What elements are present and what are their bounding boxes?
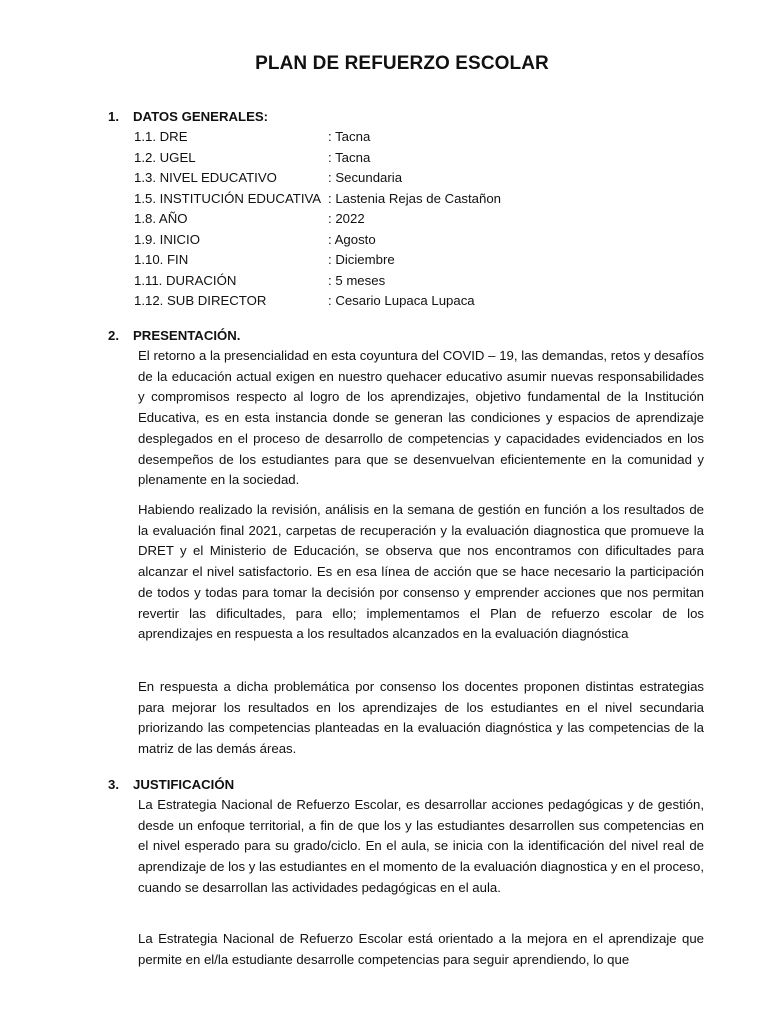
field-value: : 5 meses (328, 272, 386, 288)
document-title: PLAN DE REFUERZO ESCOLAR (255, 53, 549, 74)
field-value: : Secundaria (328, 170, 403, 185)
section-1-heading (108, 107, 268, 127)
body-paragraph: La Estrategia Nacional de Refuerzo Escolar, es desarrollar acciones pedagógicas y de gestión, desde un enfoque territorial, a fin de que los y las estudiantes desarrollen sus competencias en el nivel esperado para su grado/ciclo. En el aula, se inicia con la identificación del nivel real de aprendizaje de los y las estudiantes en el momento de la evaluación diagnostica y en el proceso, cuando se desarrollan las actividades pedagógicas en el aula. (138, 797, 704, 895)
body-paragraph: Habiendo realizado la revisión, análisis en la semana de gestión en función a los resultados de la evaluación final 2021, carpetas de recuperación y la evaluación diagnostica que promueve la DRET y el Ministerio de Educación, se observa que nos encontramos con dificultades para alcanzar el nivel satisfactorio. Es en esa línea de acción que se hace necesario la participación de todos y todas para tomar la decisión por consenso y emprender acciones que nos permitan revertir las dificultades, para ello; implementamos el Plan de refuerzo escolar de los aprendizajes en respuesta a los resultados alcanzados en la evaluación diagnóstica (138, 502, 704, 642)
field-value: : Tacna (328, 149, 371, 165)
field-value: : Tacna (328, 129, 371, 144)
field-value: : Diciembre (328, 252, 395, 267)
field-label: 1.11. DURACIÓN (134, 272, 237, 288)
field-label: 1.5. INSTITUCIÓN EDUCATIVA (134, 190, 322, 206)
section-title: DATOS GENERALES: (133, 109, 269, 124)
field-value: : Agosto (328, 231, 376, 247)
section-number: 2. (108, 328, 119, 343)
section-number: 3. (108, 777, 119, 792)
section-2-heading (108, 326, 240, 346)
field-label: 1.1. DRE (134, 129, 188, 144)
section-number: 1. (108, 109, 119, 124)
section-title: PRESENTACIÓN. (133, 328, 241, 343)
field-label: 1.8. AÑO (134, 211, 188, 226)
section-title: JUSTIFICACIÓN (133, 777, 235, 792)
field-value: : Lastenia Rejas de Castañon (328, 190, 502, 206)
field-label: 1.10. FIN (134, 252, 189, 267)
body-paragraph: El retorno a la presencialidad en esta coyuntura del COVID – 19, las demandas, retos y desafíos de la educación actual exigen en nuestro quehacer educativo asumir nuevas responsabilidades y compromisos respecto al logro de los aprendizajes, objetivo fundamental de la Institución Educativa, es en esta instancia donde se generan las condiciones y espacios de aprendizaje desplegados en el proceso de desarrollo de competencias y capacidades evidenciados en los desempeños de los estudiantes para que se desenvuelvan eficientemente en la comunidad y plenamente en la sociedad. (138, 348, 704, 488)
field-label: 1.3. NIVEL EDUCATIVO (134, 170, 277, 185)
section-3-heading (108, 775, 234, 795)
field-label: 1.2. UGEL (134, 149, 196, 165)
field-label: 1.12. SUB DIRECTOR (134, 293, 267, 308)
field-label: 1.9. INICIO (134, 231, 200, 247)
body-paragraph: La Estrategia Nacional de Refuerzo Escolar está orientado a la mejora en el aprendizaje que permite en el/la estudiante desarrolle competencias para seguir aprendiendo, lo que (138, 931, 704, 967)
field-value: : 2022 (328, 211, 365, 226)
field-value: : Cesario Lupaca Lupaca (328, 293, 475, 308)
body-paragraph: En respuesta a dicha problemática por consenso los docentes proponen distintas estrategias para mejorar los resultados en los aprendizajes de los estudiantes en el nivel secundaria priorizando las competencias planteadas en la evaluación diagnóstica y las competencias de la matriz de las demás áreas. (138, 679, 704, 757)
